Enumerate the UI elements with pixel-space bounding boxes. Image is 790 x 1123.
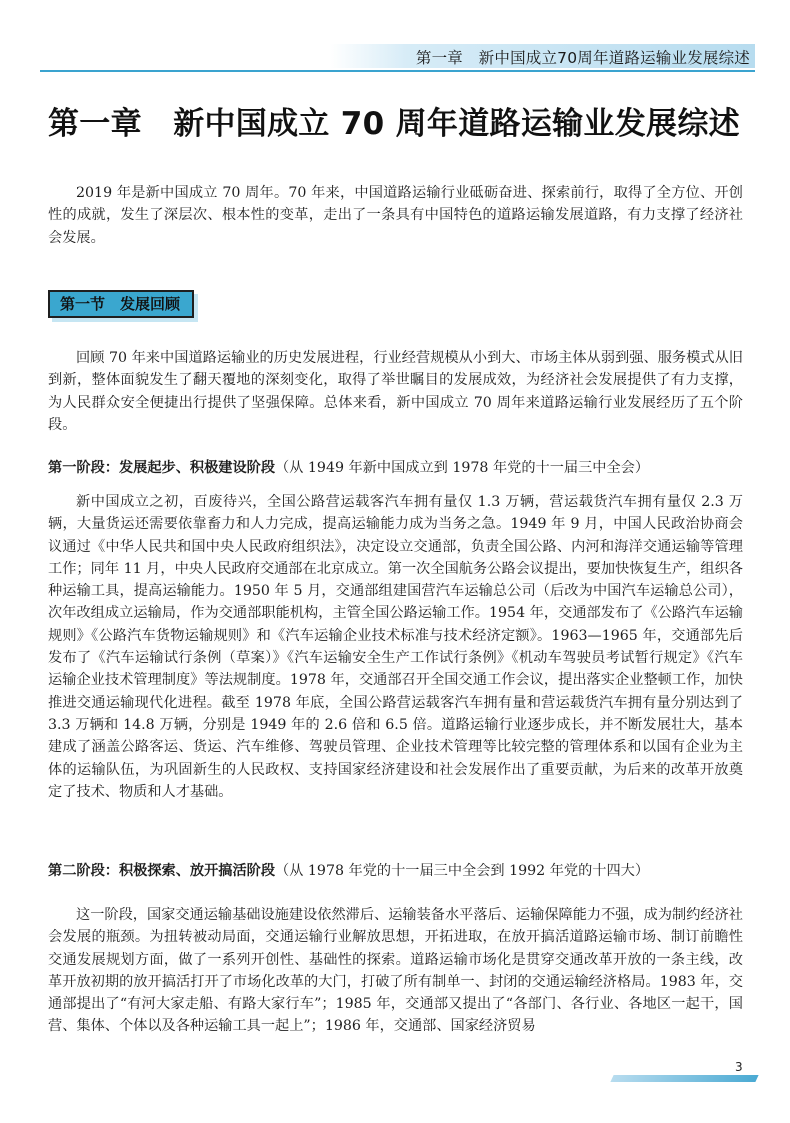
- stage2-heading-period: （从 1978 年党的十一届三中全会到 1992 年党的十四大）: [275, 863, 650, 879]
- footer-accent-bar: [610, 1075, 758, 1082]
- stage1-heading: [48, 457, 748, 479]
- review-paragraph: 回顾 70 年来中国道路运输业的历史发展进程，行业经营规模从小到大、市场主体从弱到强、服务模式从旧到新，整体面貌发生了翻天覆地的深刻变化，取得了举世瞩目的发展成效，为经济社会发展提供了有力支撑，为人民群众安全便捷出行提供了坚强保障。总体来看，新中国成立 70 周年来道路运输行业发展经历了五个阶段。: [48, 350, 743, 433]
- stage2-heading-title: 第二阶段：积极探索、放开搞活阶段: [48, 863, 276, 879]
- stage1-heading-title: 第一阶段：发展起步、积极建设阶段: [48, 460, 276, 476]
- chapter-title: 第一章 新中国成立 70 周年道路运输业发展综述: [48, 106, 740, 142]
- running-header-title: 第一章 新中国成立70周年道路运输业发展综述: [415, 49, 750, 67]
- intro-paragraph: 2019 年是新中国成立 70 周年。70 年来，中国道路运输行业砥砺奋进、探索前行，取得了全方位、开创性的成就，发生了深层次、根本性的变革，走出了一条具有中国特色的道路运输发展道路，有力支撑了经济社会发展。: [48, 185, 743, 246]
- stage2-paragraph: 这一阶段，国家交通运输基础设施建设依然滞后、运输装备水平落后、运输保障能力不强，成为制约经济社会发展的瓶颈。为扭转被动局面，交通运输行业解放思想，开拓进取，在放开搞活道路运输市场、制订前瞻性交通发展规划方面，做了一系列开创性、基础性的探索。道路运输市场化是贯穿交通改革开放的一条主线，改革开放初期的放开搞活打开了市场化改革的大门，打破了所有制单一、封闭的交通运输经济格局。1983 年，交通部提出了“有河大家走船、有路大家行车”；1985 年，交通部又提出了“各部门、各行业、各地区一起干，国营、集体、个体以及各种运输工具一起上”；1986 年，交通部、国家经济贸易: [48, 907, 743, 1035]
- stage1-heading-period: （从 1949 年新中国成立到 1978 年党的十一届三中全会）: [275, 460, 650, 476]
- stage2-heading: [48, 860, 748, 882]
- stage1-paragraph: 新中国成立之初，百废待兴，全国公路营运载客汽车拥有量仅 1.3 万辆，营运载货汽车拥有量仅 2.3 万辆，大量货运还需要依靠畜力和人力完成，提高运输能力成为当务之急。1949 年 9 月，中国人民政治协商会议通过《中华人民共和国中央人民政府组织法》，决定设立交通部，负责全国公路、内河和海洋交通运输等管理工作；同年 11 月，中央人民政府交通部在北京成立。第一次全国航务公路会议提出，要加快恢复生产，组织各种运输工具，提高运输能力。1950 年 5 月，交通部组建国营汽车运输总公司（后改为中国汽车运输总公司），次年改组成立运输局，作为交通部职能机构，主管全国公路运输工作。1954 年，交通部发布了《公路汽车运输规则》《公路汽车货物运输规则》和《汽车运输企业技术标准与技术经济定额》。1963—1965 年，交通部先后发布了《汽车运输试行条例（草案）》《汽车运输安全生产工作试行条例》《机动车驾驶员考试暂行规定》《汽车运输企业技术管理制度》等法规制度。1978 年，交通部召开全国交通工作会议，提出落实企业整顿工作，加快推进交通运输现代化进程。截至 1978 年底，全国公路营运载客汽车拥有量和营运载货汽车拥有量分别达到了 3.3 万辆和 14.8 万辆，分别是 1949 年的 2.6 倍和 6.5 倍。道路运输行业逐步成长，并不断发展壮大，基本建成了涵盖公路客运、货运、汽车维修、驾驶员管理、企业技术管理等比较完整的管理体系和以国有企业为主体的运输队伍，为巩固新生的人民政权、支持国家经济建设和社会发展作出了重要贡献，为后来的改革开放奠定了技术、物质和人才基础。: [48, 494, 743, 800]
- header-divider: [40, 70, 755, 72]
- section-heading: 第一节 发展回顾: [48, 290, 194, 318]
- page-number: 3: [735, 1060, 743, 1074]
